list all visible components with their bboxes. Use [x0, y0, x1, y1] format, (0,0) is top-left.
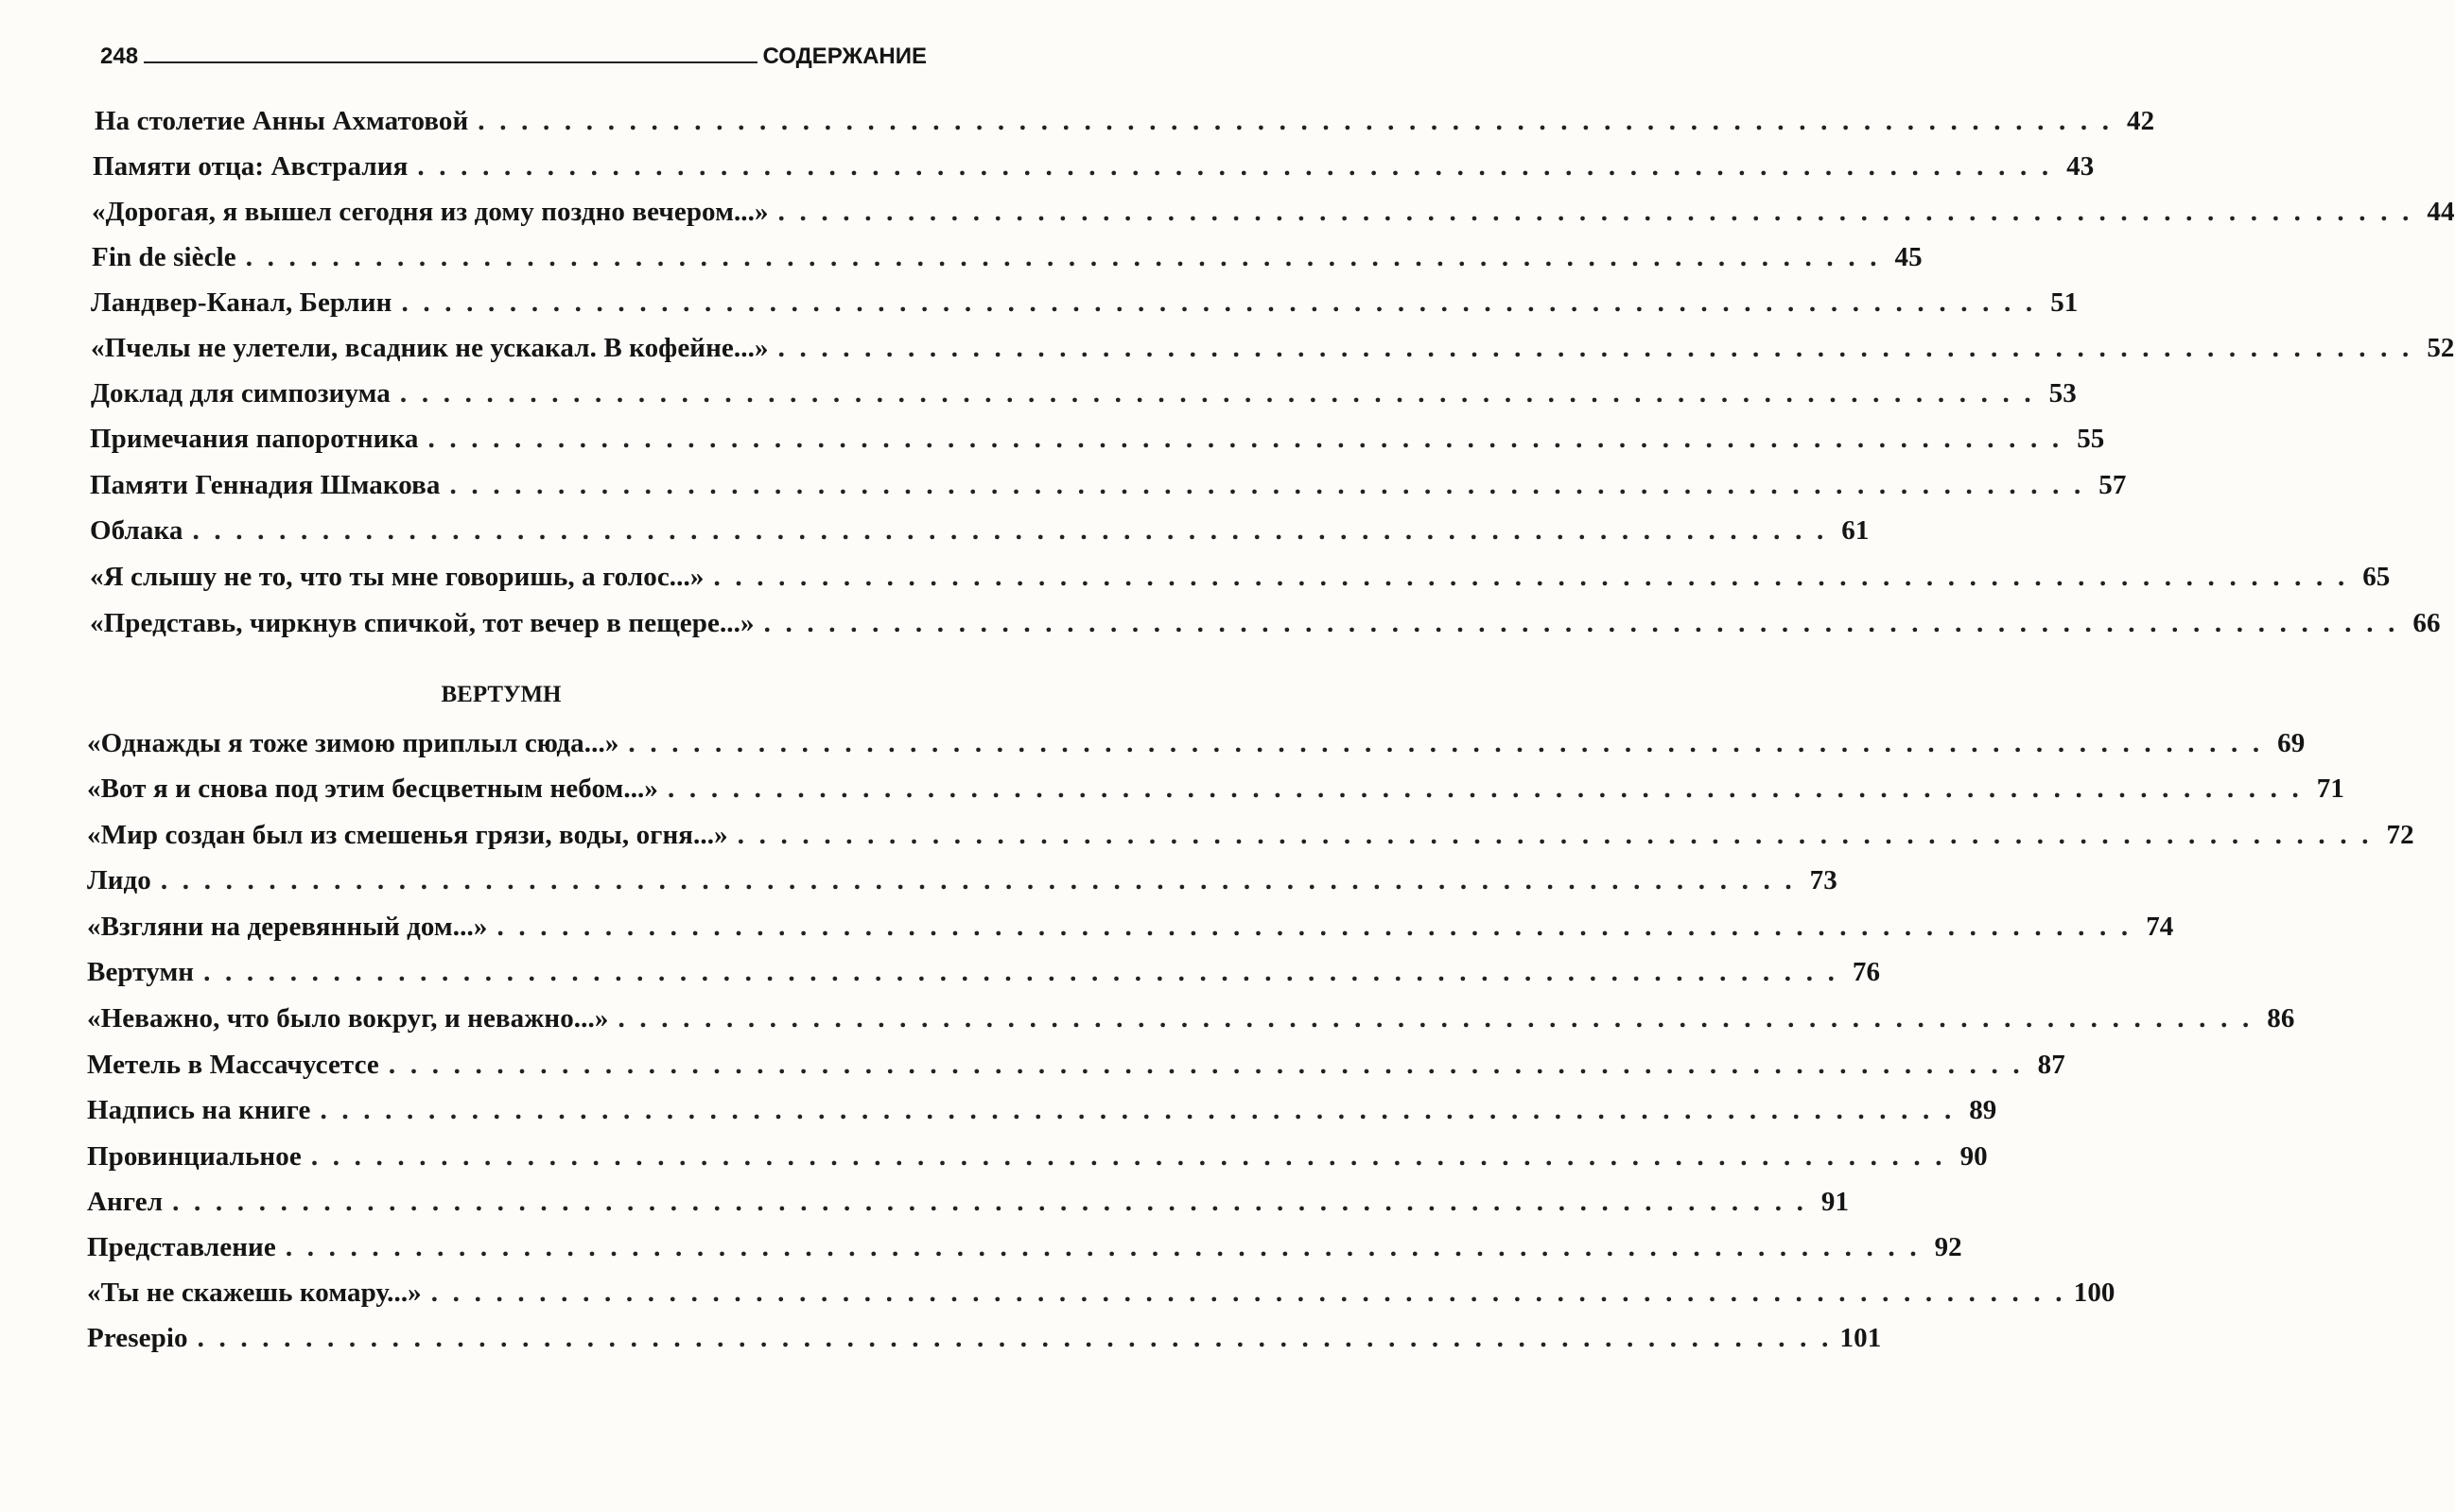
dot-leader: . . . . . . . . . . . . . . . . . . . . . . . . . . . . . . . . . . . . . . . . . . . . . . . . . . . . . . . . . . . . . . . . . . . . . . . . . . . .	[618, 1003, 2254, 1034]
toc-entry-page: 51	[2050, 287, 2079, 318]
toc-entry	[87, 773, 2344, 805]
dot-leader: . . . . . . . . . . . . . . . . . . . . . . . . . . . . . . . . . . . . . . . . . . . . . . . . . . . . . . . . . . . . . . . . . . . . . . . . . . . .	[285, 1232, 1921, 1262]
toc-entry-title: Облака	[90, 515, 183, 546]
toc-entry-page: 87	[2037, 1050, 2065, 1080]
dot-leader: . . . . . . . . . . . . . . . . . . . . . . . . . . . . . . . . . . . . . . . . . . . . . . . . . . . . . . . . . . . . . . . . . . . . . . . . . . . .	[203, 957, 1839, 987]
dot-leader: . . . . . . . . . . . . . . . . . . . . . . . . . . . . . . . . . . . . . . . . . . . . . . . . . . . . . . . . . . . . . . . . . . . . . . . . . . . .	[197, 1323, 1833, 1353]
toc-entry-title: «Ты не скажешь комару...»	[87, 1277, 422, 1308]
toc-entry-title: Доклад для симпозиума	[91, 378, 391, 408]
toc-entry-title: Лидо	[87, 865, 151, 895]
toc-entry	[87, 1323, 1882, 1354]
toc-entry	[90, 424, 2105, 455]
toc-entry	[92, 242, 1923, 273]
toc-entry-page: 45	[1894, 242, 1923, 272]
dot-leader: . . . . . . . . . . . . . . . . . . . . . . . . . . . . . . . . . . . . . . . . . . . . . . . . . . . . . . . . . . . . . . . . . . . . . . . . . . . .	[737, 820, 2373, 850]
toc-entry	[87, 865, 1837, 896]
toc-entry-page: 43	[2066, 151, 2095, 182]
page-number: 248	[100, 43, 139, 69]
toc-entry	[90, 515, 1870, 547]
dot-leader: . . . . . . . . . . . . . . . . . . . . . . . . . . . . . . . . . . . . . . . . . . . . . . . . . . . . . . . . . . . . . . . . . . . . . . . . . . . .	[172, 1187, 1808, 1217]
toc-entry-page: 72	[2386, 820, 2414, 850]
toc-entry	[87, 1277, 2115, 1309]
toc-entry-title: «Дорогая, я вышел сегодня из дому поздно вечером...»	[92, 197, 769, 227]
toc-entry	[91, 333, 2455, 364]
toc-entry-title: Ландвер-Канал, Берлин	[91, 287, 392, 318]
toc-entry-title: «Неважно, что было вокруг, и неважно...»	[87, 1003, 609, 1034]
toc-entry-page: 92	[1934, 1232, 1962, 1262]
toc-entry-page: 73	[1809, 865, 1837, 895]
toc-entry-page: 44	[2427, 197, 2455, 227]
toc-entry-title: «Вот я и снова под этим бесцветным небом...»	[87, 773, 659, 804]
toc-entry-title: Ангел	[87, 1187, 164, 1217]
toc-entry	[90, 470, 2127, 501]
dot-leader: . . . . . . . . . . . . . . . . . . . . . . . . . . . . . . . . . . . . . . . . . . . . . . . . . . . . . . . . . . . . . . . . . . . . . . . . . . . .	[628, 728, 2264, 758]
dot-leader: . . . . . . . . . . . . . . . . . . . . . . . . . . . . . . . . . . . . . . . . . . . . . . . . . . . . . . . . . . . . . . . . . . . . . . . . . . . .	[713, 562, 2349, 592]
toc-entry-title: Вертумн	[87, 957, 195, 987]
toc-entry-page: 53	[2048, 378, 2077, 408]
dot-leader: . . . . . . . . . . . . . . . . . . . . . . . . . . . . . . . . . . . . . . . . . . . . . . . . . . . . . . . . . . . . . . . . . . . . . . . . . . . .	[399, 378, 2035, 408]
toc-entry-page: 90	[1959, 1141, 1988, 1172]
header-rule	[144, 61, 757, 63]
dot-leader: . . . . . . . . . . . . . . . . . . . . . . . . . . . . . . . . . . . . . . . . . . . . . . . . . . . . . . . . . . . . . . . . . . . . . . . . . . . .	[430, 1277, 2066, 1308]
dot-leader: . . . . . . . . . . . . . . . . . . . . . . . . . . . . . . . . . . . . . . . . . . . . . . . . . . . . . . . . . . . . . . . . . . . . . . . . . . . .	[320, 1095, 1956, 1125]
running-header	[100, 32, 927, 70]
toc-entry-title: «Я слышу не то, что ты мне говоришь, а голос...»	[90, 562, 705, 592]
dot-leader: . . . . . . . . . . . . . . . . . . . . . . . . . . . . . . . . . . . . . . . . . . . . . . . . . . . . . . . . . . . . . . . . . . . . . . . . . . . .	[763, 608, 2399, 638]
toc-entry	[87, 912, 2174, 943]
toc-entry	[93, 151, 2095, 182]
toc-entry-title: Надпись на книге	[87, 1095, 311, 1125]
dot-leader: . . . . . . . . . . . . . . . . . . . . . . . . . . . . . . . . . . . . . . . . . . . . . . . . . . . . . . . . . . . . . . . . . . . . . . . . . . . .	[401, 287, 2037, 318]
dot-leader: . . . . . . . . . . . . . . . . . . . . . . . . . . . . . . . . . . . . . . . . . . . . . . . . . . . . . . . . . . . . . . . . . . . . . . . . . . . .	[668, 773, 2303, 804]
toc-entry-page: 52	[2427, 333, 2455, 363]
toc-entry-page: 71	[2316, 773, 2344, 804]
dot-leader: . . . . . . . . . . . . . . . . . . . . . . . . . . . . . . . . . . . . . . . . . . . . . . . . . . . . . . . . . . . . . . . . . . . . . . . . . . . .	[427, 424, 2063, 454]
toc-entry-page: 76	[1852, 957, 1881, 987]
toc-entry	[87, 820, 2414, 851]
toc-entry-page: 42	[2127, 106, 2155, 136]
dot-leader: . . . . . . . . . . . . . . . . . . . . . . . . . . . . . . . . . . . . . . . . . . . . . . . . . . . . . . . . . . . . . . . . . . . . . . . . . . . .	[777, 333, 2413, 363]
dot-leader: . . . . . . . . . . . . . . . . . . . . . . . . . . . . . . . . . . . . . . . . . . . . . . . . . . . . . . . . . . . . . . . . . . . . . . . . . . . .	[245, 242, 1881, 272]
toc-entry-title: Представление	[87, 1232, 276, 1262]
toc-entry-page: 89	[1969, 1095, 1997, 1125]
toc-entry-page: 61	[1841, 515, 1870, 546]
toc-entry-title: Fin de siècle	[92, 242, 236, 272]
dot-leader: . . . . . . . . . . . . . . . . . . . . . . . . . . . . . . . . . . . . . . . . . . . . . . . . . . . . . . . . . . . . . . . . . . . . . . . . . . . .	[388, 1050, 2024, 1080]
dot-leader: . . . . . . . . . . . . . . . . . . . . . . . . . . . . . . . . . . . . . . . . . . . . . . . . . . . . . . . . . . . . . . . . . . . . . . . . . . . .	[777, 197, 2413, 227]
toc-entry	[95, 106, 2155, 137]
toc-entry-page: 66	[2412, 608, 2441, 638]
section-heading: ВЕРТУМН	[441, 682, 562, 707]
toc-entry-title: «Взгляни на деревянный дом...»	[87, 912, 488, 942]
toc-entry-title: Метель в Массачусетсе	[87, 1050, 379, 1080]
toc-entry-page: 86	[2267, 1003, 2295, 1034]
dot-leader: . . . . . . . . . . . . . . . . . . . . . . . . . . . . . . . . . . . . . . . . . . . . . . . . . . . . . . . . . . . . . . . . . . . . . . . . . . . .	[192, 515, 1828, 546]
toc-entry-page: 69	[2277, 728, 2306, 758]
toc-entry-page: 74	[2146, 912, 2174, 942]
toc-entry-page: 100	[2073, 1277, 2115, 1308]
toc-entry-page: 101	[1839, 1323, 1882, 1353]
toc-entry	[90, 562, 2391, 593]
toc-entry-page: 57	[2098, 470, 2127, 500]
toc-entry	[87, 1141, 1988, 1173]
toc-entry	[90, 608, 2441, 639]
toc-entry	[87, 1003, 2295, 1034]
toc-entry	[91, 378, 2077, 409]
toc-entry	[87, 1232, 1962, 1263]
running-title: СОДЕРЖАНИЕ	[762, 43, 927, 69]
toc-entry	[91, 287, 2079, 319]
toc-entry	[92, 197, 2455, 228]
toc-entry-title: На столетие Анны Ахматовой	[95, 106, 469, 136]
toc-entry-title: «Мир создан был из смешенья грязи, воды, огня...»	[87, 820, 728, 850]
toc-entry	[87, 957, 1881, 988]
dot-leader: . . . . . . . . . . . . . . . . . . . . . . . . . . . . . . . . . . . . . . . . . . . . . . . . . . . . . . . . . . . . . . . . . . . . . . . . . . . .	[310, 1141, 1946, 1172]
dot-leader: . . . . . . . . . . . . . . . . . . . . . . . . . . . . . . . . . . . . . . . . . . . . . . . . . . . . . . . . . . . . . . . . . . . . . . . . . . . .	[478, 106, 2114, 136]
dot-leader: . . . . . . . . . . . . . . . . . . . . . . . . . . . . . . . . . . . . . . . . . . . . . . . . . . . . . . . . . . . . . . . . . . . . . . . . . . . .	[160, 865, 1796, 895]
toc-entry-page: 91	[1820, 1187, 1850, 1217]
toc-entry-page: 65	[2362, 562, 2391, 592]
toc-entry-title: «Однажды я тоже зимою приплыл сюда...»	[87, 728, 619, 758]
toc-entry-title: Presepio	[87, 1323, 188, 1353]
toc-entry	[87, 1095, 1997, 1126]
toc-entry	[87, 1187, 1850, 1218]
toc-entry-page: 55	[2077, 424, 2105, 454]
toc-entry-title: Провинциальное	[87, 1141, 302, 1172]
toc-entry-title: Памяти Геннадия Шмакова	[90, 470, 441, 500]
toc-entry-title: Памяти отца: Австралия	[93, 151, 409, 182]
dot-leader: . . . . . . . . . . . . . . . . . . . . . . . . . . . . . . . . . . . . . . . . . . . . . . . . . . . . . . . . . . . . . . . . . . . . . . . . . . . .	[417, 151, 2053, 182]
toc-entry-title: «Пчелы не улетели, всадник не ускакал. В кофейне...»	[91, 333, 769, 363]
toc-entry-title: Примечания папоротника	[90, 424, 419, 454]
toc-entry	[87, 1050, 2065, 1081]
dot-leader: . . . . . . . . . . . . . . . . . . . . . . . . . . . . . . . . . . . . . . . . . . . . . . . . . . . . . . . . . . . . . . . . . . . . . . . . . . . .	[449, 470, 2085, 500]
toc-entry-title: «Представь, чиркнув спичкой, тот вечер в пещере...»	[90, 608, 755, 638]
toc-entry	[87, 728, 2306, 759]
dot-leader: . . . . . . . . . . . . . . . . . . . . . . . . . . . . . . . . . . . . . . . . . . . . . . . . . . . . . . . . . . . . . . . . . . . . . . . . . . . .	[496, 912, 2133, 942]
